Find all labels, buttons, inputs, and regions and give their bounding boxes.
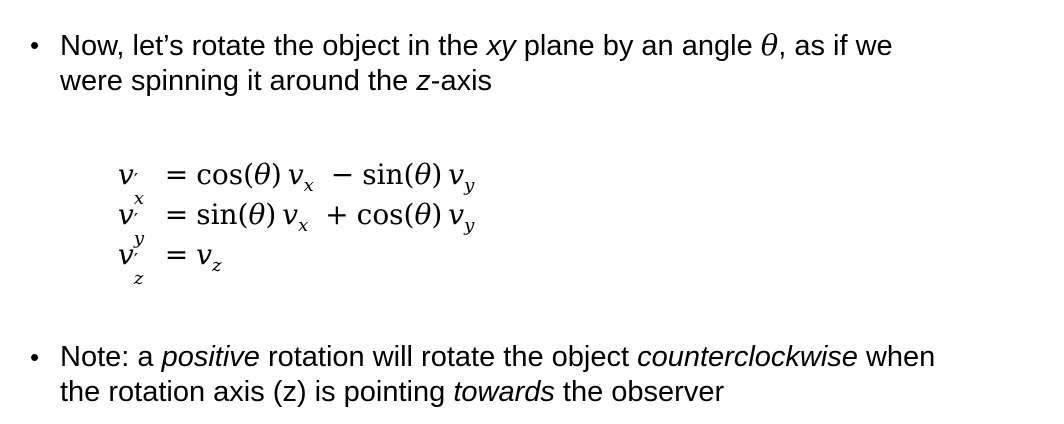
subscript: y	[464, 175, 475, 196]
prime-mark: ′	[133, 170, 138, 191]
var-v: v	[282, 198, 299, 231]
var-v: v	[287, 158, 304, 191]
var-v: v	[448, 158, 465, 191]
bullet-rotate-intro	[30, 28, 1040, 99]
theta-symbol: θ	[254, 158, 271, 191]
var-v: v	[118, 198, 134, 231]
text-segment: the observer	[554, 376, 725, 408]
bullet-marker: •	[30, 30, 40, 60]
prime-subscript	[133, 170, 148, 209]
cos-fn: cos(	[196, 158, 255, 191]
close-paren: )	[431, 158, 443, 191]
prime-mark: ′	[133, 250, 138, 271]
subscript: y	[464, 215, 475, 236]
bullet-marker: •	[30, 342, 40, 372]
subscript: x	[133, 188, 144, 209]
text-emphasis-positive: positive	[161, 341, 260, 373]
plus-sign: +	[325, 198, 349, 231]
close-paren: )	[270, 158, 282, 191]
subscript: x	[298, 215, 309, 236]
prime-mark: ′	[133, 210, 138, 231]
cos-fn: cos(	[356, 198, 415, 231]
text-emphasis-z: z	[416, 65, 431, 97]
sin-fn: sin(	[196, 198, 249, 231]
rotation-equations	[118, 155, 475, 289]
bullet-text	[60, 340, 1040, 410]
sin-fn: sin(	[362, 158, 415, 191]
text-segment: rotation will rotate the object	[259, 341, 638, 373]
prime-subscript	[133, 250, 148, 289]
var-v: v	[448, 198, 465, 231]
equation-vy	[118, 195, 475, 249]
text-emphasis-towards: towards	[453, 376, 555, 408]
text-emphasis-xy: xy	[486, 30, 516, 62]
text-segment: Now, let’s rotate the object in the	[60, 30, 487, 62]
text-segment: , as if we	[778, 30, 893, 62]
text-segment: were spinning it around the	[60, 65, 417, 97]
text-emphasis-counterclockwise: counterclockwise	[637, 341, 858, 373]
subscript: x	[303, 175, 314, 196]
var-v: v	[118, 238, 134, 271]
subscript: y	[133, 228, 144, 249]
equals-sign: =	[164, 158, 189, 191]
theta-symbol: θ	[414, 198, 432, 231]
bullet-text	[60, 28, 1040, 99]
subscript: z	[212, 255, 222, 276]
theta-symbol: θ	[414, 158, 432, 191]
var-v: v	[196, 238, 213, 271]
theta-symbol: θ	[760, 28, 779, 62]
subscript: z	[133, 268, 144, 289]
equation-vz	[118, 235, 474, 289]
text-segment: plane by an angle	[515, 30, 761, 62]
text-segment: Note: a	[60, 341, 162, 373]
equals-sign: =	[164, 198, 189, 231]
text-segment: -axis	[430, 65, 493, 97]
text-segment: when	[857, 341, 936, 373]
minus-sign: −	[330, 158, 355, 191]
text-segment: the rotation axis (z) is pointing	[60, 376, 454, 408]
close-paren: )	[431, 198, 443, 231]
bullet-rotation-note	[30, 340, 1040, 410]
prime-subscript	[133, 210, 148, 249]
close-paren: )	[265, 198, 277, 231]
var-v: v	[118, 158, 134, 191]
theta-symbol: θ	[248, 198, 266, 231]
equation-vx	[118, 155, 475, 209]
equals-sign: =	[164, 238, 189, 271]
